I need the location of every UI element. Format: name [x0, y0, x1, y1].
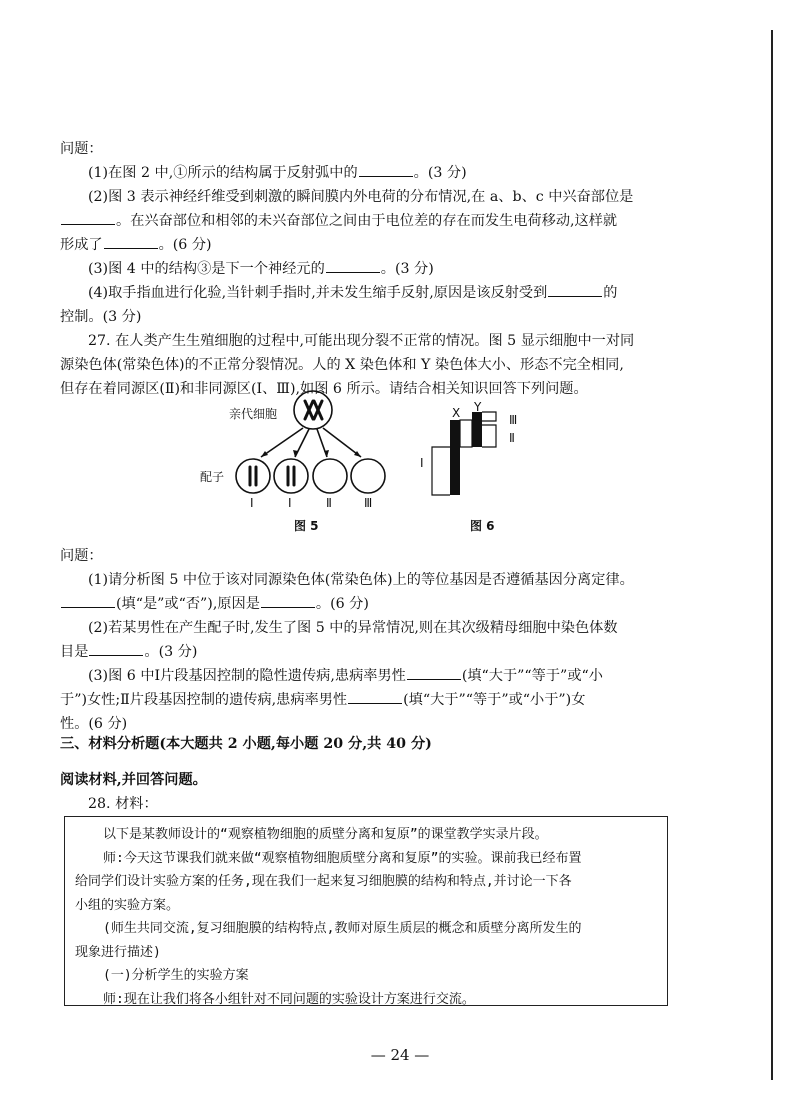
figure-5-caption: 图 5: [294, 519, 319, 533]
arrowheads: [261, 450, 361, 457]
question-27-intro-2: 源染色体(常染色体)的不正常分裂情况。人的 X 染色体和 Y 染色体大小、形态不完全相同,: [60, 357, 624, 373]
question-27-block: [60, 544, 668, 736]
question-28-label: 28. 材料：: [88, 796, 158, 812]
question-text: (填“大于”“等于”或“小: [461, 668, 603, 684]
region-I-label: Ⅰ: [420, 456, 424, 470]
region-III-label: Ⅲ: [509, 413, 518, 427]
question-27-intro-1: 27. 在人类产生生殖细胞的过程中,可能出现分裂不正常的情况。图 5 显示细胞中一对同: [88, 333, 635, 349]
section-3-block: [60, 732, 668, 816]
answer-blank: [261, 593, 315, 608]
question-26-block: [60, 137, 668, 401]
answer-blank: [61, 593, 115, 608]
question-text: (3)图 6 中Ⅰ片段基因控制的隐性遗传病,患病率男性: [88, 668, 406, 684]
question-26-2-cont: [60, 209, 668, 233]
question-27-1: (1)请分析图 5 中位于该对同源染色体(常染色体)上的等位基因是否遵循基因分离定律。: [88, 572, 634, 588]
question-27-2: (2)若某男性在产生配子时,发生了图 5 中的异常情况,则在其次级精母细胞中染色体数: [88, 620, 618, 636]
material-line-7: (一)分析学生的实验方案: [103, 968, 249, 983]
figure-6-caption: 图 6: [470, 519, 495, 533]
question-text: 。(3 分): [144, 644, 198, 660]
material-line-2: 师:今天这节课我们就来做“观察植物细胞质壁分离和复原”的实验。课前我已经布置: [103, 850, 582, 866]
x-chromosome-label: X: [452, 406, 461, 420]
question-text: (填“是”或“否”),原因是: [116, 596, 260, 612]
question-text: (4)取手指血进行化验,当针刺手指时,并未发生缩手反射,原因是该反射受到: [88, 285, 548, 301]
question-text: 于”)女性;Ⅱ片段基因控制的遗传病,患病率男性: [60, 692, 348, 708]
answer-blank: [407, 665, 461, 680]
question-text: (1)在图 2 中,①所示的结构属于反射弧中的: [88, 165, 358, 181]
answer-blank: [89, 641, 143, 656]
section-3-instruction: 阅读材料,并回答问题。: [60, 772, 207, 788]
parent-cell: [294, 391, 332, 429]
answer-blank: [348, 689, 402, 704]
questions-heading: 问题：: [60, 548, 103, 564]
material-line-1: 以下是某教师设计的“观察植物细胞的质壁分离和复原”的课堂教学实录片段。: [103, 827, 548, 842]
parent-chromosomes: [305, 401, 322, 419]
question-26-2-cont2: [60, 233, 668, 257]
gamete-chromosomes: [250, 467, 294, 485]
question-text: 目是: [60, 644, 89, 660]
material-line-3: 给同学们设计实验方案的任务,现在我们一起来复习细胞膜的结构和特点,并讨论一下各: [75, 874, 572, 889]
gamete-label: 配子: [200, 470, 225, 484]
gamete-type-4: Ⅲ: [364, 496, 373, 510]
question-27-intro-3: 但存在着同源区(Ⅱ)和非同源区(Ⅰ、Ⅲ),如图 6 所示。请结合相关知识回答下列问题。: [60, 381, 588, 397]
y-chromosome: [472, 412, 482, 447]
question-text: 的: [603, 285, 618, 301]
region-brackets: [432, 412, 496, 495]
question-text: 。(6 分): [158, 237, 212, 253]
answer-blank: [326, 258, 380, 273]
page-number: — 24 —: [370, 1046, 430, 1064]
question-26-4-cont: 控制。(3 分): [60, 309, 142, 325]
question-text: 。(3 分): [413, 165, 467, 181]
gamete-cell-4: [351, 459, 385, 493]
material-line-8: 师:现在让我们将各小组针对不同问题的实验设计方案进行交流。: [103, 991, 475, 1007]
gamete-type-2: Ⅰ: [288, 496, 292, 510]
binding-line: [771, 30, 773, 1080]
material-box: [64, 816, 668, 1006]
x-chromosome: [450, 420, 460, 495]
question-27-3-cont: [60, 688, 668, 712]
homologous-region-box: [460, 420, 472, 447]
gamete-type-1: Ⅰ: [250, 496, 254, 510]
questions-heading: 问题：: [60, 141, 103, 157]
y-chromosome-label: Y: [474, 400, 482, 414]
gamete-type-3: Ⅱ: [326, 496, 332, 510]
parent-cell-label: 亲代细胞: [229, 407, 278, 421]
question-27-3: [60, 664, 668, 688]
question-26-1: [60, 161, 668, 185]
question-text: 。(6 分): [315, 596, 369, 612]
question-27-3-cont2: 性。(6 分): [60, 716, 128, 732]
question-27-1-cont: [60, 592, 668, 616]
question-26-3: [60, 257, 668, 281]
material-line-6: 现象进行描述): [75, 944, 161, 960]
answer-blank: [359, 162, 413, 177]
gamete-cell-1: [236, 459, 270, 493]
section-3-title: 三、材料分析题(本大题共 2 小题,每小题 20 分,共 40 分): [60, 736, 432, 752]
answer-blank: [61, 210, 115, 225]
gamete-cell-3: [313, 459, 347, 493]
question-26-2: (2)图 3 表示神经纤维受到刺激的瞬间膜内外电荷的分布情况,在 a、b、c 中兴奋部位是: [88, 189, 634, 205]
answer-blank: [104, 234, 158, 249]
question-text: 。在兴奋部位和相邻的未兴奋部位之间由于电位差的存在而发生电荷移动,这样就: [116, 213, 618, 229]
question-text: 。(3 分): [380, 261, 434, 277]
answer-blank: [548, 282, 602, 297]
question-text: 形成了: [60, 237, 103, 253]
region-II-label: Ⅱ: [509, 431, 515, 445]
material-line-4: 小组的实验方案。: [75, 897, 180, 913]
question-text: (3)图 4 中的结构③是下一个神经元的: [88, 261, 325, 277]
question-27-2-cont: [60, 640, 668, 664]
gamete-cell-2: [274, 459, 308, 493]
question-26-4: [60, 281, 668, 305]
question-text: (填“大于”“等于”或“小于”)女: [403, 692, 586, 708]
material-line-5: (师生共同交流,复习细胞膜的结构特点,教师对原生质层的概念和质壁分离所发生的: [103, 921, 582, 936]
